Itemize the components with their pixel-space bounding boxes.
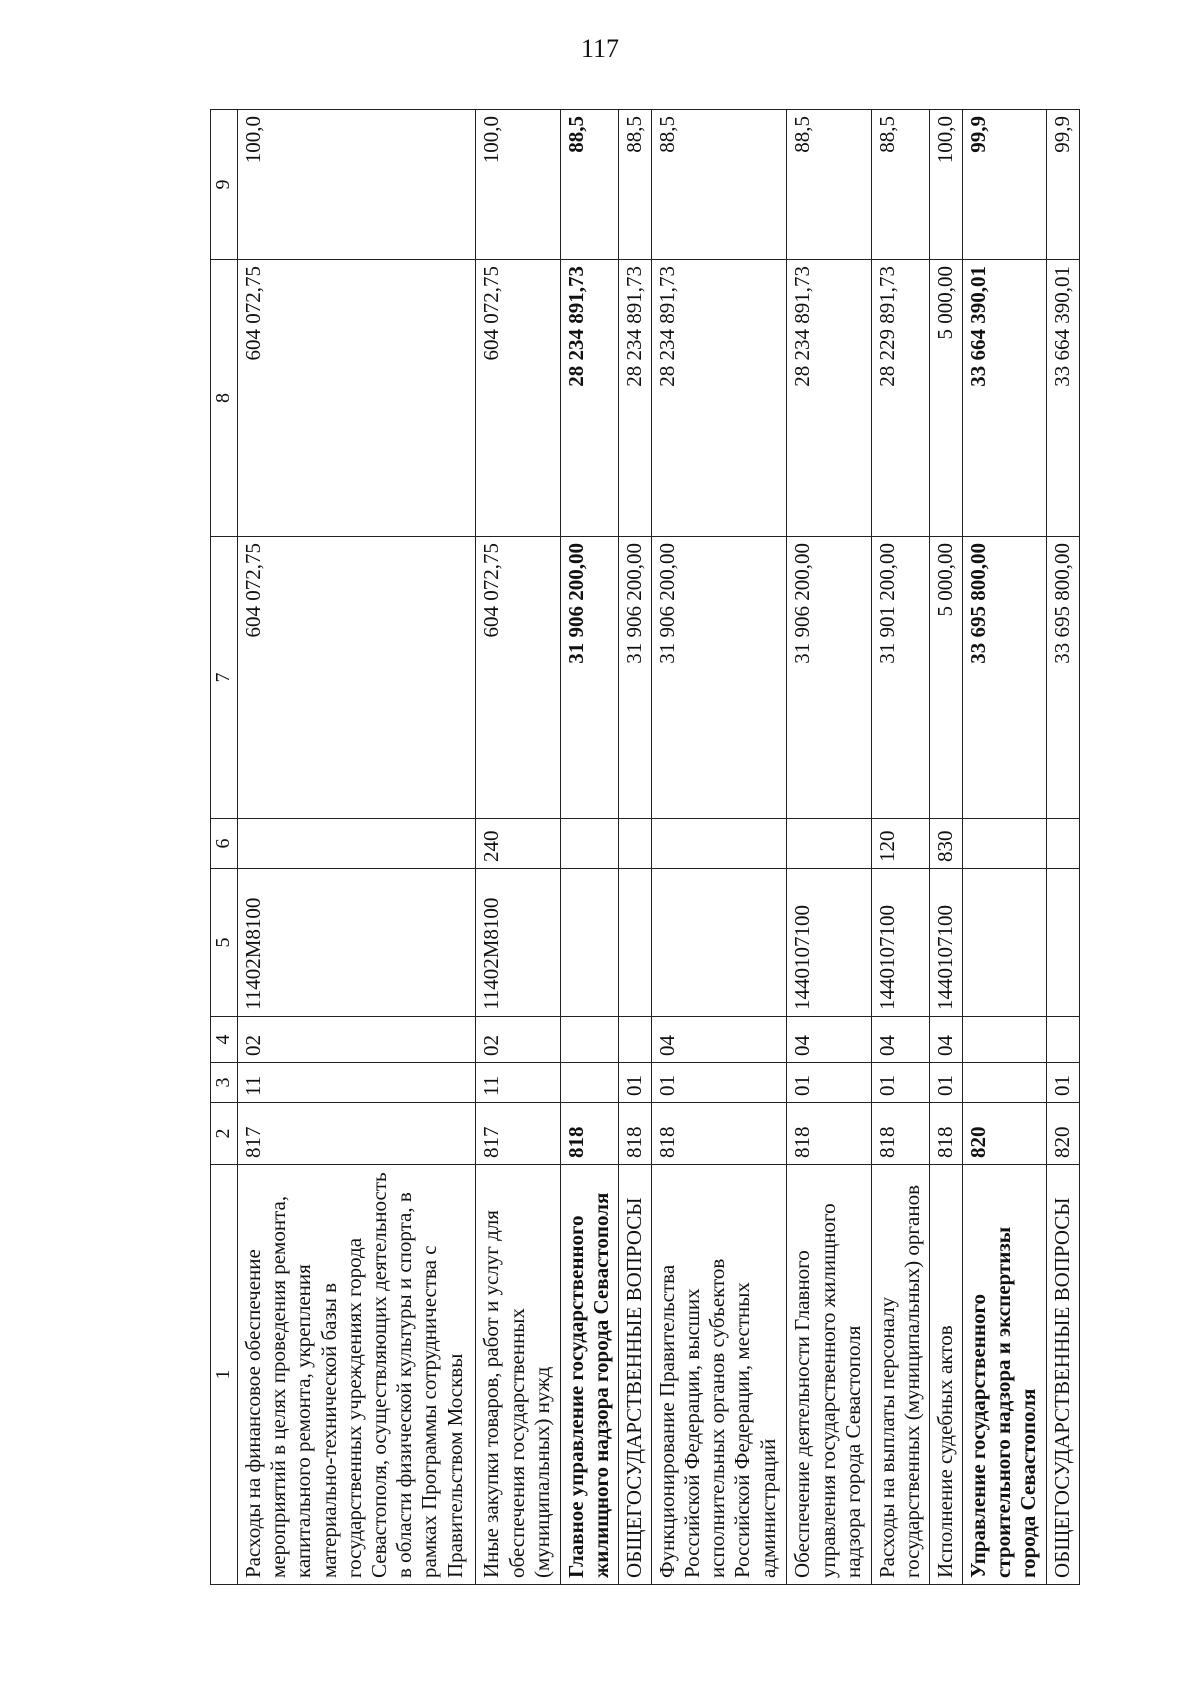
cell-name: Расходы на финансовое обеспечение мероприятий в целях проведения ремонта, капитального ремонта, укрепления материально-технической базы в государственных учреждениях города Севастополя, осуществляющих деятельность в области физической культуры и спорта, в рамках Программы сотрудничества с Правительством Москвы [238,1165,476,1585]
column-header-8: 8 [211,260,238,537]
table-row [871,110,930,1585]
cell-planned-amount: 31 906 200,00 [560,537,619,819]
cell-section: 01 [1047,1063,1080,1103]
cell-subsection: 02 [238,1017,476,1063]
table-body [238,110,1080,1585]
cell-percent-executed: 88,5 [651,110,787,260]
cell-section: 01 [930,1063,963,1103]
column-header-3: 3 [211,1063,238,1103]
cell-executed-amount: 28 229 891,73 [871,260,930,537]
cell-ministry-code: 818 [871,1103,930,1165]
cell-planned-amount: 31 906 200,00 [651,537,787,819]
cell-ministry-code: 817 [476,1103,560,1165]
cell-target-article [619,869,652,1017]
column-header-6: 6 [211,819,238,869]
cell-subsection [619,1017,652,1063]
header-row [211,110,238,1585]
cell-expense-type [1047,819,1080,869]
budget-table [210,109,1080,1585]
cell-planned-amount: 604 072,75 [238,537,476,819]
column-header-7: 7 [211,537,238,819]
cell-subsection: 04 [787,1017,871,1063]
table-row [962,110,1046,1585]
cell-executed-amount: 604 072,75 [238,260,476,537]
cell-expense-type [238,819,476,869]
cell-subsection: 04 [871,1017,930,1063]
cell-target-article [651,869,787,1017]
cell-percent-executed: 99,9 [1047,110,1080,260]
cell-percent-executed: 100,0 [238,110,476,260]
cell-expense-type [962,819,1046,869]
cell-planned-amount: 33 695 800,00 [1047,537,1080,819]
cell-ministry-code: 820 [962,1103,1046,1165]
cell-planned-amount: 604 072,75 [476,537,560,819]
cell-name: Управление государственного строительного надзора и экспертизы города Севастополя [962,1165,1046,1585]
cell-subsection: 04 [651,1017,787,1063]
table-row [476,110,560,1585]
cell-section: 11 [476,1063,560,1103]
table-container [210,110,1080,1585]
cell-executed-amount: 604 072,75 [476,260,560,537]
cell-subsection: 02 [476,1017,560,1063]
cell-executed-amount: 28 234 891,73 [651,260,787,537]
cell-ministry-code: 817 [238,1103,476,1165]
table-row [787,110,871,1585]
cell-section: 01 [871,1063,930,1103]
cell-ministry-code: 818 [560,1103,619,1165]
cell-name: Расходы на выплаты персоналу государственных (муниципальных) органов [871,1165,930,1585]
cell-name: Функционирование Правительства Российской Федерации, высших исполнительных органов субъектов Российской Федерации, местных администраций [651,1165,787,1585]
cell-target-article [560,869,619,1017]
cell-section [560,1063,619,1103]
cell-name: ОБЩЕГОСУДАРСТВЕННЫЕ ВОПРОСЫ [619,1165,652,1585]
cell-name: Главное управление государственного жилищного надзора города Севастополя [560,1165,619,1585]
cell-percent-executed: 88,5 [787,110,871,260]
cell-expense-type: 830 [930,819,963,869]
cell-section: 01 [651,1063,787,1103]
table-row [651,110,787,1585]
cell-percent-executed: 88,5 [871,110,930,260]
cell-ministry-code: 818 [930,1103,963,1165]
cell-section [962,1063,1046,1103]
cell-percent-executed: 100,0 [476,110,560,260]
column-header-1: 1 [211,1165,238,1585]
cell-percent-executed: 100,0 [930,110,963,260]
cell-subsection [962,1017,1046,1063]
cell-section: 01 [619,1063,652,1103]
table-row [930,110,963,1585]
cell-executed-amount: 28 234 891,73 [787,260,871,537]
column-header-4: 4 [211,1017,238,1063]
cell-name: Обеспечение деятельности Главного управления государственного жилищного надзора города Севастополя [787,1165,871,1585]
cell-ministry-code: 818 [651,1103,787,1165]
cell-planned-amount: 5 000,00 [930,537,963,819]
cell-target-article: 11402M8100 [238,869,476,1017]
cell-percent-executed: 88,5 [560,110,619,260]
cell-subsection [560,1017,619,1063]
cell-planned-amount: 31 901 200,00 [871,537,930,819]
cell-expense-type: 120 [871,819,930,869]
column-header-9: 9 [211,110,238,260]
cell-section: 11 [238,1063,476,1103]
cell-executed-amount: 28 234 891,73 [619,260,652,537]
cell-planned-amount: 33 695 800,00 [962,537,1046,819]
cell-target-article: 1440107100 [930,869,963,1017]
table-row [560,110,619,1585]
cell-ministry-code: 818 [619,1103,652,1165]
cell-planned-amount: 31 906 200,00 [787,537,871,819]
cell-executed-amount: 33 664 390,01 [1047,260,1080,537]
cell-name: Исполнение судебных актов [930,1165,963,1585]
cell-executed-amount: 33 664 390,01 [962,260,1046,537]
cell-target-article: 11402M8100 [476,869,560,1017]
cell-subsection: 04 [930,1017,963,1063]
cell-ministry-code: 820 [1047,1103,1080,1165]
cell-target-article [962,869,1046,1017]
cell-percent-executed: 99,9 [962,110,1046,260]
cell-expense-type [651,819,787,869]
table-row [238,110,476,1585]
cell-section: 01 [787,1063,871,1103]
page-number: 117 [580,34,620,63]
cell-expense-type [560,819,619,869]
cell-executed-amount: 28 234 891,73 [560,260,619,537]
cell-expense-type: 240 [476,819,560,869]
cell-ministry-code: 818 [787,1103,871,1165]
cell-percent-executed: 88,5 [619,110,652,260]
cell-name: ОБЩЕГОСУДАРСТВЕННЫЕ ВОПРОСЫ [1047,1165,1080,1585]
cell-target-article [1047,869,1080,1017]
table-row [1047,110,1080,1585]
cell-target-article: 1440107100 [871,869,930,1017]
cell-subsection [1047,1017,1080,1063]
cell-expense-type [787,819,871,869]
column-header-5: 5 [211,869,238,1017]
cell-executed-amount: 5 000,00 [930,260,963,537]
cell-name: Иные закупки товаров, работ и услуг для обеспечения государственных (муниципальных) нужд [476,1165,560,1585]
cell-planned-amount: 31 906 200,00 [619,537,652,819]
table-row [619,110,652,1585]
column-header-2: 2 [211,1103,238,1165]
cell-target-article: 1440107100 [787,869,871,1017]
cell-expense-type [619,819,652,869]
